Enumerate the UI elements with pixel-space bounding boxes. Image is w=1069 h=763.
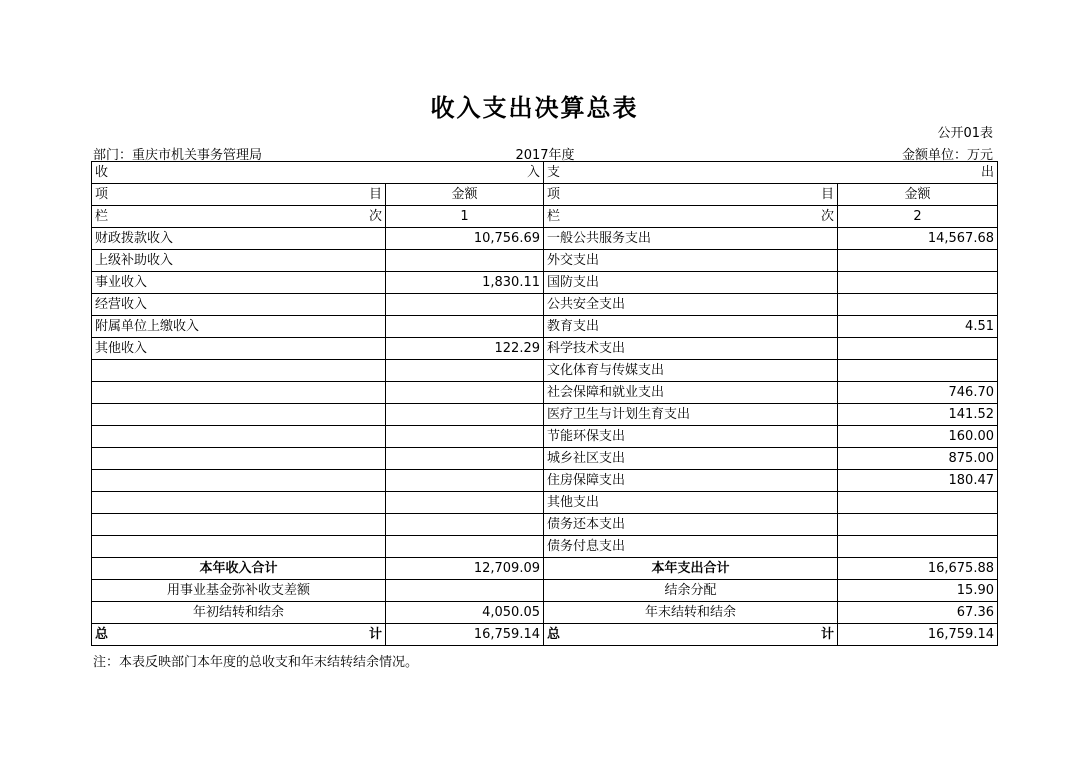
- expense-amount: 180.47: [838, 470, 998, 492]
- income-item: 财政拨款收入: [92, 228, 386, 250]
- expense-item: 教育支出: [544, 316, 838, 338]
- income-amount: [386, 492, 544, 514]
- expense-amount: [838, 536, 998, 558]
- begin-balance-label: 年初结转和结余: [92, 602, 386, 624]
- table-row: [92, 448, 998, 470]
- expense-amount: [838, 272, 998, 294]
- grand-income-label: [92, 624, 386, 646]
- income-total-label: 本年收入合计: [92, 558, 386, 580]
- item-right-char: 目: [820, 187, 834, 202]
- expense-amount: [838, 492, 998, 514]
- income-amount: [386, 514, 544, 536]
- income-item: [92, 470, 386, 492]
- unit-label: 金额单位：万元: [901, 148, 993, 163]
- expense-amount: [838, 250, 998, 272]
- expense-amount: 14,567.68: [838, 228, 998, 250]
- table-row: [92, 536, 998, 558]
- income-amount: [386, 294, 544, 316]
- expense-item: 其他支出: [544, 492, 838, 514]
- column-number-row: [92, 206, 998, 228]
- table-row: [92, 294, 998, 316]
- income-item-header: [92, 184, 386, 206]
- grand-left-char: 总: [547, 627, 561, 642]
- table-row: [92, 470, 998, 492]
- expense-item: 国防支出: [544, 272, 838, 294]
- income-left-char: 收: [95, 165, 109, 180]
- grand-left-char: 总: [95, 627, 109, 642]
- grand-right-char: 计: [820, 627, 834, 642]
- summary-rows: [92, 558, 998, 646]
- col-right-char: 次: [820, 209, 834, 224]
- expense-item-header: [544, 184, 838, 206]
- table-row: [92, 492, 998, 514]
- expense-amount-header: 金额: [838, 184, 998, 206]
- expense-item: 文化体育与传媒支出: [544, 360, 838, 382]
- income-item: [92, 536, 386, 558]
- expense-amount: 875.00: [838, 448, 998, 470]
- department-label: 部门：重庆市机关事务管理局: [93, 148, 263, 163]
- data-rows: [92, 228, 998, 558]
- page-title: 收入支出决算总表: [430, 94, 639, 122]
- table-row: [92, 316, 998, 338]
- col-right-char: 次: [368, 209, 382, 224]
- end-balance-label: 年末结转和结余: [544, 602, 838, 624]
- income-amount: [386, 382, 544, 404]
- expense-total-value: 16,675.88: [838, 558, 998, 580]
- income-item: [92, 492, 386, 514]
- income-right-char: 入: [526, 165, 540, 180]
- income-item: [92, 514, 386, 536]
- income-section-header: [92, 162, 544, 184]
- income-amount: 122.29: [386, 338, 544, 360]
- table-row: [92, 272, 998, 294]
- income-amount: 1,830.11: [386, 272, 544, 294]
- table-row: [92, 360, 998, 382]
- income-amount: [386, 250, 544, 272]
- end-balance-value: 67.36: [838, 602, 998, 624]
- annual-total-row: [92, 558, 998, 580]
- item-left-char: 项: [95, 187, 109, 202]
- income-amount: [386, 470, 544, 492]
- income-item: 经营收入: [92, 294, 386, 316]
- income-amount: 10,756.69: [386, 228, 544, 250]
- income-item: 附属单位上缴收入: [92, 316, 386, 338]
- expense-item: 节能环保支出: [544, 426, 838, 448]
- income-total-value: 12,709.09: [386, 558, 544, 580]
- income-expense-table: [91, 161, 998, 646]
- grand-right-char: 计: [368, 627, 382, 642]
- expense-item: 城乡社区支出: [544, 448, 838, 470]
- expense-item: 债务付息支出: [544, 536, 838, 558]
- income-item: [92, 360, 386, 382]
- table-row: [92, 382, 998, 404]
- expense-item: 公共安全支出: [544, 294, 838, 316]
- column-header-row: [92, 184, 998, 206]
- table-row: [92, 404, 998, 426]
- expense-item: 医疗卫生与计划生育支出: [544, 404, 838, 426]
- item-left-char: 项: [547, 187, 561, 202]
- income-item: 其他收入: [92, 338, 386, 360]
- expense-left-char: 支: [547, 165, 561, 180]
- surplus-distribution-value: 15.90: [838, 580, 998, 602]
- balance-row: [92, 602, 998, 624]
- expense-amount: 141.52: [838, 404, 998, 426]
- income-item: [92, 448, 386, 470]
- income-item: [92, 382, 386, 404]
- income-amount: [386, 404, 544, 426]
- expense-section-header: [544, 162, 998, 184]
- fund-adjustment-row: [92, 580, 998, 602]
- expense-item: 外交支出: [544, 250, 838, 272]
- fund-makeup-value: [386, 580, 544, 602]
- expense-column-label: [544, 206, 838, 228]
- expense-right-char: 出: [980, 165, 994, 180]
- table-row: [92, 228, 998, 250]
- table-row: [92, 338, 998, 360]
- expense-item: 科学技术支出: [544, 338, 838, 360]
- grand-income-value: 16,759.14: [386, 624, 544, 646]
- expense-amount: [838, 338, 998, 360]
- income-column-number: 1: [386, 206, 544, 228]
- form-id: 公开01表: [937, 126, 993, 141]
- expense-item: 一般公共服务支出: [544, 228, 838, 250]
- income-item: 上级补助收入: [92, 250, 386, 272]
- expense-amount: [838, 514, 998, 536]
- income-amount-header: 金额: [386, 184, 544, 206]
- income-amount: [386, 426, 544, 448]
- income-item: [92, 404, 386, 426]
- expense-item: 住房保障支出: [544, 470, 838, 492]
- item-right-char: 目: [368, 187, 382, 202]
- expense-amount: [838, 360, 998, 382]
- col-left-char: 栏: [95, 209, 109, 224]
- fund-makeup-label: 用事业基金弥补收支差额: [92, 580, 386, 602]
- surplus-distribution-label: 结余分配: [544, 580, 838, 602]
- expense-column-number: 2: [838, 206, 998, 228]
- expense-total-label: 本年支出合计: [544, 558, 838, 580]
- expense-amount: 4.51: [838, 316, 998, 338]
- income-amount: [386, 360, 544, 382]
- footnote: 注：本表反映部门本年度的总收支和年末结转结余情况。: [93, 655, 419, 670]
- year-label: 2017年度: [515, 148, 575, 163]
- expense-amount: 746.70: [838, 382, 998, 404]
- begin-balance-value: 4,050.05: [386, 602, 544, 624]
- section-header-row: [92, 162, 998, 184]
- grand-total-row: [92, 624, 998, 646]
- table-row: [92, 426, 998, 448]
- income-amount: [386, 448, 544, 470]
- expense-amount: [838, 294, 998, 316]
- income-column-label: [92, 206, 386, 228]
- table-row: [92, 250, 998, 272]
- income-item: 事业收入: [92, 272, 386, 294]
- col-left-char: 栏: [547, 209, 561, 224]
- income-amount: [386, 316, 544, 338]
- income-item: [92, 426, 386, 448]
- grand-expense-label: [544, 624, 838, 646]
- expense-amount: 160.00: [838, 426, 998, 448]
- income-amount: [386, 536, 544, 558]
- table-row: [92, 514, 998, 536]
- expense-item: 社会保障和就业支出: [544, 382, 838, 404]
- expense-item: 债务还本支出: [544, 514, 838, 536]
- grand-expense-value: 16,759.14: [838, 624, 998, 646]
